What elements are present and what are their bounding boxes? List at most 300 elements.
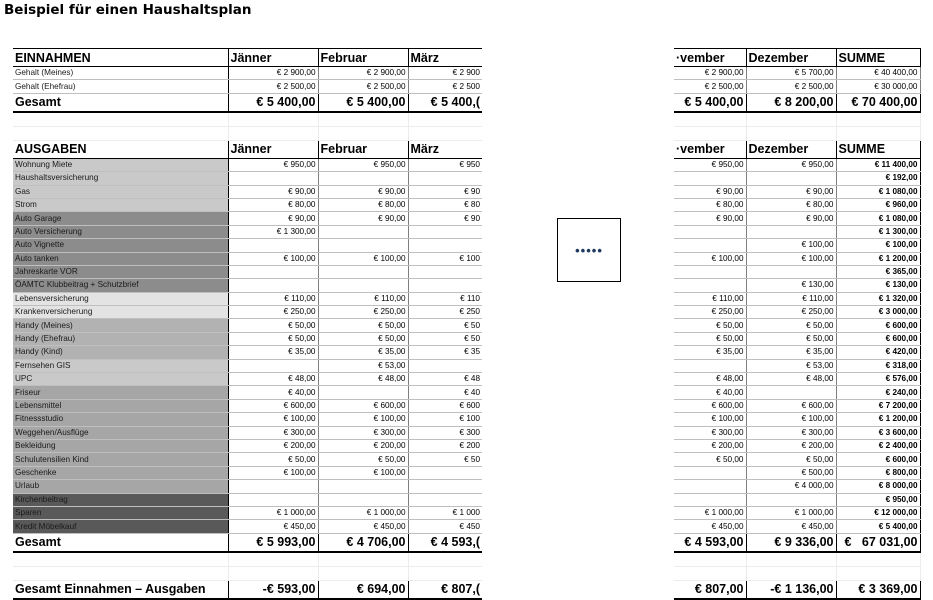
expense-cell[interactable]: € 100,00 bbox=[318, 252, 408, 265]
empty-cell[interactable] bbox=[318, 112, 408, 127]
income-cell[interactable]: € 30 000,00 bbox=[836, 80, 920, 93]
empty-cell[interactable] bbox=[836, 566, 920, 580]
expense-cell[interactable]: € 100,00 bbox=[674, 413, 746, 426]
expense-cell[interactable]: € 200,00 bbox=[228, 439, 318, 452]
empty-cell[interactable] bbox=[408, 552, 482, 567]
expense-cell[interactable]: € 53,00 bbox=[318, 359, 408, 372]
income-total-cell[interactable]: € 5 400,00 bbox=[318, 93, 408, 112]
expense-label[interactable]: ÖAMTC Klubbeitrag + Schutzbrief bbox=[13, 279, 228, 292]
expense-cell[interactable] bbox=[228, 493, 318, 506]
expense-cell[interactable]: € 80,00 bbox=[318, 198, 408, 211]
expense-cell[interactable] bbox=[228, 480, 318, 493]
expense-cell[interactable]: € 35,00 bbox=[746, 346, 836, 359]
expense-cell[interactable] bbox=[674, 225, 746, 238]
expense-cell[interactable] bbox=[674, 239, 746, 252]
expense-cell[interactable]: € 40,00 bbox=[228, 386, 318, 399]
expense-row bbox=[13, 520, 482, 533]
expense-cell[interactable]: € 300,00 bbox=[746, 426, 836, 439]
empty-cell[interactable] bbox=[228, 112, 318, 127]
expense-cell[interactable] bbox=[408, 225, 482, 238]
month-header-0[interactable]: ·vember bbox=[674, 140, 746, 158]
expense-cell[interactable]: € 53,00 bbox=[746, 359, 836, 372]
month-header-2[interactable]: SUMME bbox=[836, 140, 920, 158]
empty-cell[interactable] bbox=[228, 566, 318, 580]
expense-label[interactable]: Haushaltsversicherung bbox=[13, 172, 228, 185]
expense-label[interactable]: Auto Versicherung bbox=[13, 225, 228, 238]
expense-cell[interactable]: € 35,00 bbox=[318, 346, 408, 359]
month-header-1[interactable]: Dezember bbox=[746, 49, 836, 67]
expense-cell[interactable]: € 200,00 bbox=[746, 439, 836, 452]
expense-cell[interactable]: € 50,00 bbox=[746, 453, 836, 466]
expense-sum-cell[interactable]: € 600,00 bbox=[836, 319, 920, 332]
expense-cell[interactable]: € 50,00 bbox=[746, 319, 836, 332]
expense-label[interactable]: Fitnessstudio bbox=[13, 413, 228, 426]
income-row bbox=[674, 80, 920, 93]
expense-cell[interactable]: € 50,00 bbox=[318, 453, 408, 466]
expense-cell[interactable]: € 80 bbox=[408, 198, 482, 211]
income-label[interactable]: Gehalt (Meines) bbox=[13, 67, 228, 80]
expense-label[interactable]: Gas bbox=[13, 185, 228, 198]
income-label[interactable]: Gehalt (Ehefrau) bbox=[13, 80, 228, 93]
expense-sum-cell[interactable]: € 3 000,00 bbox=[836, 306, 920, 319]
expense-cell[interactable] bbox=[746, 172, 836, 185]
expense-cell[interactable]: € 100,00 bbox=[746, 239, 836, 252]
expense-cell[interactable] bbox=[408, 480, 482, 493]
expense-section-header[interactable]: AUSGABEN bbox=[13, 140, 228, 158]
expense-cell[interactable]: € 48 bbox=[408, 373, 482, 386]
income-total-cell[interactable]: € 5 400,00 bbox=[674, 93, 746, 112]
balance-row bbox=[13, 580, 482, 599]
expense-cell[interactable]: € 50,00 bbox=[746, 332, 836, 345]
income-cell[interactable]: € 2 500,00 bbox=[674, 80, 746, 93]
expense-cell[interactable]: € 90,00 bbox=[318, 185, 408, 198]
expense-cell[interactable]: € 40,00 bbox=[674, 386, 746, 399]
expense-cell[interactable]: € 600,00 bbox=[228, 399, 318, 412]
expense-cell[interactable]: € 50,00 bbox=[674, 332, 746, 345]
expense-cell[interactable] bbox=[674, 279, 746, 292]
empty-cell[interactable] bbox=[13, 566, 228, 580]
expense-cell[interactable]: € 600 bbox=[408, 399, 482, 412]
expense-label[interactable]: Schulutensilien Kind bbox=[13, 453, 228, 466]
expense-cell[interactable]: € 80,00 bbox=[746, 198, 836, 211]
expense-label[interactable]: Fernsehen GIS bbox=[13, 359, 228, 372]
expense-cell[interactable]: € 110,00 bbox=[674, 292, 746, 305]
expense-cell[interactable] bbox=[318, 279, 408, 292]
expense-cell[interactable] bbox=[228, 239, 318, 252]
expense-cell[interactable]: € 90 bbox=[408, 212, 482, 225]
empty-cell[interactable] bbox=[674, 112, 746, 127]
expense-label[interactable]: Auto Vignette bbox=[13, 239, 228, 252]
expense-cell[interactable] bbox=[408, 239, 482, 252]
expense-row bbox=[13, 185, 482, 198]
expense-row bbox=[13, 480, 482, 493]
expense-cell[interactable] bbox=[228, 279, 318, 292]
expense-label[interactable]: Friseur bbox=[13, 386, 228, 399]
expense-sum-cell[interactable]: € 100,00 bbox=[836, 239, 920, 252]
month-header-2[interactable]: März bbox=[408, 49, 482, 67]
expense-cell[interactable]: € 100 bbox=[408, 413, 482, 426]
expense-cell[interactable]: € 100,00 bbox=[318, 466, 408, 479]
expense-row bbox=[674, 520, 920, 533]
expense-cell[interactable]: € 50,00 bbox=[318, 332, 408, 345]
expense-sum-cell[interactable]: € 600,00 bbox=[836, 453, 920, 466]
expense-cell[interactable]: € 250,00 bbox=[746, 306, 836, 319]
expense-cell[interactable]: € 450 bbox=[408, 520, 482, 533]
expense-cell[interactable]: € 80,00 bbox=[228, 198, 318, 211]
expense-cell[interactable]: € 50,00 bbox=[228, 332, 318, 345]
expense-cell[interactable] bbox=[228, 265, 318, 278]
expense-cell[interactable] bbox=[408, 493, 482, 506]
balance-cell[interactable]: € 3 369,00 bbox=[836, 580, 920, 599]
expense-cell[interactable]: € 90,00 bbox=[318, 212, 408, 225]
expense-cell[interactable]: € 950,00 bbox=[228, 158, 318, 171]
expense-cell[interactable] bbox=[318, 493, 408, 506]
expense-cell[interactable] bbox=[674, 172, 746, 185]
expense-cell[interactable]: € 600,00 bbox=[318, 399, 408, 412]
budget-table-right bbox=[674, 48, 921, 600]
expense-total-cell[interactable]: € 4 593,( bbox=[408, 533, 482, 552]
expense-cell[interactable]: € 1 000,00 bbox=[228, 506, 318, 519]
expense-label[interactable]: Wohnung Miete bbox=[13, 158, 228, 171]
expense-cell[interactable]: € 80,00 bbox=[674, 198, 746, 211]
expense-cell[interactable]: € 250,00 bbox=[228, 306, 318, 319]
empty-cell[interactable] bbox=[746, 552, 836, 567]
empty-cell[interactable] bbox=[13, 112, 228, 127]
expense-label[interactable]: Handy (Ehefrau) bbox=[13, 332, 228, 345]
expense-cell[interactable]: € 50,00 bbox=[674, 453, 746, 466]
expense-label[interactable]: Weggehen/Ausflüge bbox=[13, 426, 228, 439]
income-total-row bbox=[13, 93, 482, 112]
expense-sum-cell[interactable]: € 576,00 bbox=[836, 373, 920, 386]
empty-cell[interactable] bbox=[674, 126, 746, 140]
expense-cell[interactable] bbox=[674, 493, 746, 506]
income-cell[interactable]: € 40 400,00 bbox=[836, 67, 920, 80]
expense-cell[interactable]: € 50,00 bbox=[674, 319, 746, 332]
expense-cell[interactable] bbox=[318, 172, 408, 185]
expense-cell[interactable]: € 450,00 bbox=[746, 520, 836, 533]
expense-sum-cell[interactable]: € 12 000,00 bbox=[836, 506, 920, 519]
expense-cell[interactable]: € 600,00 bbox=[674, 399, 746, 412]
expense-cell[interactable] bbox=[318, 265, 408, 278]
spacer-row bbox=[13, 552, 482, 567]
expense-sum-cell[interactable]: € 950,00 bbox=[836, 493, 920, 506]
expense-cell[interactable]: € 100,00 bbox=[674, 252, 746, 265]
expense-cell[interactable]: € 200,00 bbox=[674, 439, 746, 452]
empty-cell[interactable] bbox=[318, 552, 408, 567]
expense-cell[interactable]: € 100,00 bbox=[318, 413, 408, 426]
income-row bbox=[13, 80, 482, 93]
expense-cell[interactable]: € 950,00 bbox=[674, 158, 746, 171]
expense-cell[interactable]: € 40 bbox=[408, 386, 482, 399]
expense-cell[interactable] bbox=[674, 480, 746, 493]
expense-label[interactable]: Jahreskarte VOR bbox=[13, 265, 228, 278]
expense-cell[interactable]: € 300,00 bbox=[228, 426, 318, 439]
income-total-label[interactable]: Gesamt bbox=[13, 93, 228, 112]
expense-label[interactable]: Bekleidung bbox=[13, 439, 228, 452]
expense-header-row bbox=[13, 140, 482, 158]
expense-cell[interactable]: € 250,00 bbox=[674, 306, 746, 319]
expense-cell[interactable]: € 100 bbox=[408, 252, 482, 265]
expense-sum-cell[interactable]: € 2 400,00 bbox=[836, 439, 920, 452]
expense-cell[interactable]: € 1 300,00 bbox=[228, 225, 318, 238]
empty-cell[interactable] bbox=[674, 552, 746, 567]
expense-sum-cell[interactable]: € 130,00 bbox=[836, 279, 920, 292]
month-header-1[interactable]: Februar bbox=[318, 140, 408, 158]
expense-sum-cell[interactable]: € 1 200,00 bbox=[836, 252, 920, 265]
expense-label[interactable]: Handy (Meines) bbox=[13, 319, 228, 332]
expense-sum-cell[interactable]: € 1 200,00 bbox=[836, 413, 920, 426]
expense-cell[interactable] bbox=[674, 265, 746, 278]
expense-cell[interactable]: € 100,00 bbox=[746, 252, 836, 265]
month-header-1[interactable]: Dezember bbox=[746, 140, 836, 158]
income-section-header[interactable]: EINNAHMEN bbox=[13, 49, 228, 67]
expense-label[interactable]: Auto Garage bbox=[13, 212, 228, 225]
expense-label[interactable]: UPC bbox=[13, 373, 228, 386]
expense-cell[interactable]: € 200,00 bbox=[318, 439, 408, 452]
expense-total-cell[interactable]: € 9 336,00 bbox=[746, 533, 836, 552]
expense-cell[interactable]: € 50,00 bbox=[318, 319, 408, 332]
expense-sum-cell[interactable]: € 240,00 bbox=[836, 386, 920, 399]
expense-cell[interactable]: € 90 bbox=[408, 185, 482, 198]
expense-cell[interactable]: € 50 bbox=[408, 453, 482, 466]
expense-sum-cell[interactable]: € 960,00 bbox=[836, 198, 920, 211]
expense-sum-cell[interactable]: € 1 300,00 bbox=[836, 225, 920, 238]
expense-cell[interactable]: € 200 bbox=[408, 439, 482, 452]
expense-sum-cell[interactable]: € 1 080,00 bbox=[836, 185, 920, 198]
expense-label[interactable]: Krankenversicherung bbox=[13, 306, 228, 319]
balance-cell[interactable]: € 694,00 bbox=[318, 580, 408, 599]
income-cell[interactable]: € 2 500,00 bbox=[318, 80, 408, 93]
empty-cell[interactable] bbox=[746, 112, 836, 127]
spacer-row bbox=[674, 112, 920, 127]
expense-row bbox=[674, 185, 920, 198]
expense-cell[interactable]: € 50 bbox=[408, 319, 482, 332]
expense-cell[interactable] bbox=[746, 493, 836, 506]
expense-cell[interactable]: € 110,00 bbox=[228, 292, 318, 305]
expense-cell[interactable]: € 450,00 bbox=[674, 520, 746, 533]
expense-total-cell[interactable]: € 4 706,00 bbox=[318, 533, 408, 552]
expense-label[interactable]: Lebensversicherung bbox=[13, 292, 228, 305]
expense-total-cell[interactable]: € 5 993,00 bbox=[228, 533, 318, 552]
empty-cell[interactable] bbox=[408, 566, 482, 580]
expense-cell[interactable]: € 50,00 bbox=[228, 319, 318, 332]
expense-cell[interactable]: € 48,00 bbox=[746, 373, 836, 386]
empty-cell[interactable] bbox=[408, 112, 482, 127]
income-cell[interactable]: € 2 900,00 bbox=[318, 67, 408, 80]
expense-label[interactable]: Geschenke bbox=[13, 466, 228, 479]
expense-cell[interactable]: € 500,00 bbox=[746, 466, 836, 479]
expense-cell[interactable]: € 90,00 bbox=[674, 185, 746, 198]
expense-cell[interactable]: € 110 bbox=[408, 292, 482, 305]
expense-sum-cell[interactable]: € 7 200,00 bbox=[836, 399, 920, 412]
income-cell[interactable]: € 2 500,00 bbox=[228, 80, 318, 93]
month-header-1[interactable]: Februar bbox=[318, 49, 408, 67]
expense-label[interactable]: Sparen bbox=[13, 506, 228, 519]
expense-row bbox=[674, 225, 920, 238]
expense-cell[interactable]: € 450,00 bbox=[228, 520, 318, 533]
expense-sum-cell[interactable]: € 365,00 bbox=[836, 265, 920, 278]
expense-cell[interactable] bbox=[408, 279, 482, 292]
expense-label[interactable]: Urlaub bbox=[13, 480, 228, 493]
income-cell[interactable]: € 2 500,00 bbox=[746, 80, 836, 93]
empty-cell[interactable] bbox=[13, 126, 228, 140]
balance-cell[interactable]: € 807,00 bbox=[674, 580, 746, 599]
expense-row bbox=[674, 332, 920, 345]
expense-cell[interactable] bbox=[228, 172, 318, 185]
expense-sum-cell[interactable]: € 11 400,00 bbox=[836, 158, 920, 171]
month-header-2[interactable]: SUMME bbox=[836, 49, 920, 67]
empty-cell[interactable] bbox=[318, 566, 408, 580]
expense-cell[interactable] bbox=[318, 225, 408, 238]
expense-cell[interactable]: € 300,00 bbox=[674, 426, 746, 439]
expense-row bbox=[674, 493, 920, 506]
balance-label[interactable]: Gesamt Einnahmen – Ausgaben bbox=[13, 580, 228, 599]
month-header-0[interactable]: Jänner bbox=[228, 140, 318, 158]
expense-row bbox=[13, 198, 482, 211]
expense-cell[interactable] bbox=[318, 239, 408, 252]
expense-cell[interactable] bbox=[318, 386, 408, 399]
expense-cell[interactable]: € 1 000,00 bbox=[674, 506, 746, 519]
expense-cell[interactable]: € 1 000 bbox=[408, 506, 482, 519]
expense-row bbox=[674, 413, 920, 426]
expense-cell[interactable]: € 100,00 bbox=[228, 413, 318, 426]
empty-cell[interactable] bbox=[408, 126, 482, 140]
expense-cell[interactable]: € 90,00 bbox=[674, 212, 746, 225]
empty-cell[interactable] bbox=[836, 112, 920, 127]
expense-sum-cell[interactable]: € 420,00 bbox=[836, 346, 920, 359]
expense-cell[interactable]: € 90,00 bbox=[746, 212, 836, 225]
month-header-0[interactable]: Jänner bbox=[228, 49, 318, 67]
income-cell[interactable]: € 5 700,00 bbox=[746, 67, 836, 80]
expense-cell[interactable]: € 90,00 bbox=[228, 212, 318, 225]
expense-cell[interactable] bbox=[408, 265, 482, 278]
empty-cell[interactable] bbox=[836, 552, 920, 567]
expense-cell[interactable] bbox=[746, 225, 836, 238]
expense-sum-cell[interactable]: € 800,00 bbox=[836, 466, 920, 479]
expense-cell[interactable]: € 4 000,00 bbox=[746, 480, 836, 493]
income-row bbox=[13, 67, 482, 80]
expense-cell[interactable]: € 950 bbox=[408, 158, 482, 171]
expense-sum-cell[interactable]: € 5 400,00 bbox=[836, 520, 920, 533]
expense-cell[interactable]: € 250 bbox=[408, 306, 482, 319]
expense-cell[interactable]: € 35 bbox=[408, 346, 482, 359]
expense-cell[interactable]: € 130,00 bbox=[746, 279, 836, 292]
expense-cell[interactable]: € 50,00 bbox=[228, 453, 318, 466]
expense-sum-cell[interactable]: € 192,00 bbox=[836, 172, 920, 185]
empty-cell[interactable] bbox=[228, 552, 318, 567]
month-header-0[interactable]: ·vember bbox=[674, 49, 746, 67]
expense-total-cell[interactable]: € 4 593,00 bbox=[674, 533, 746, 552]
empty-cell[interactable] bbox=[746, 566, 836, 580]
expense-cell[interactable] bbox=[228, 359, 318, 372]
expense-cell[interactable]: € 110,00 bbox=[746, 292, 836, 305]
expense-sum-cell[interactable]: € 8 000,00 bbox=[836, 480, 920, 493]
expense-cell[interactable]: € 48,00 bbox=[674, 373, 746, 386]
expense-cell[interactable]: € 100,00 bbox=[228, 252, 318, 265]
balance-row bbox=[674, 580, 920, 599]
income-cell[interactable]: € 2 500 bbox=[408, 80, 482, 93]
empty-cell[interactable] bbox=[318, 126, 408, 140]
expense-cell[interactable]: € 950,00 bbox=[318, 158, 408, 171]
expense-cell[interactable] bbox=[408, 466, 482, 479]
income-cell[interactable]: € 2 900 bbox=[408, 67, 482, 80]
spacer-row bbox=[674, 566, 920, 580]
expense-sum-cell[interactable]: € 1 320,00 bbox=[836, 292, 920, 305]
expense-cell[interactable]: € 100,00 bbox=[746, 413, 836, 426]
income-total-cell[interactable]: € 5 400,( bbox=[408, 93, 482, 112]
expense-cell[interactable]: € 1 000,00 bbox=[318, 506, 408, 519]
empty-cell[interactable] bbox=[836, 126, 920, 140]
expense-cell[interactable] bbox=[408, 172, 482, 185]
expense-row bbox=[674, 506, 920, 519]
expense-row bbox=[674, 439, 920, 452]
expense-cell[interactable]: € 50 bbox=[408, 332, 482, 345]
expense-row bbox=[13, 212, 482, 225]
balance-cell[interactable]: -€ 593,00 bbox=[228, 580, 318, 599]
expense-label[interactable]: Kirchenbeitrag bbox=[13, 493, 228, 506]
expense-cell[interactable]: € 600,00 bbox=[746, 399, 836, 412]
expense-label[interactable]: Lebensmittel bbox=[13, 399, 228, 412]
expense-cell[interactable]: € 35,00 bbox=[228, 346, 318, 359]
income-total-cell[interactable]: € 70 400,00 bbox=[836, 93, 920, 112]
expense-cell[interactable] bbox=[674, 359, 746, 372]
expense-row bbox=[674, 212, 920, 225]
expense-cell[interactable] bbox=[674, 466, 746, 479]
income-cell[interactable]: € 2 900,00 bbox=[674, 67, 746, 80]
empty-cell[interactable] bbox=[228, 126, 318, 140]
expense-cell[interactable] bbox=[408, 359, 482, 372]
expense-sum-cell[interactable]: € 600,00 bbox=[836, 332, 920, 345]
expense-row bbox=[13, 158, 482, 171]
expense-cell[interactable]: € 110,00 bbox=[318, 292, 408, 305]
expense-cell[interactable]: € 48,00 bbox=[228, 373, 318, 386]
expense-cell[interactable]: € 35,00 bbox=[674, 346, 746, 359]
expense-sum-cell[interactable]: € 318,00 bbox=[836, 359, 920, 372]
income-total-cell[interactable]: € 8 200,00 bbox=[746, 93, 836, 112]
expense-cell[interactable]: € 300,00 bbox=[318, 426, 408, 439]
expense-cell[interactable]: € 90,00 bbox=[228, 185, 318, 198]
empty-cell[interactable] bbox=[13, 552, 228, 567]
balance-cell[interactable]: € 807,( bbox=[408, 580, 482, 599]
expense-cell[interactable]: € 250,00 bbox=[318, 306, 408, 319]
expense-cell[interactable]: € 90,00 bbox=[746, 185, 836, 198]
income-cell[interactable]: € 2 900,00 bbox=[228, 67, 318, 80]
expense-cell[interactable]: € 100,00 bbox=[228, 466, 318, 479]
income-total-cell[interactable]: € 5 400,00 bbox=[228, 93, 318, 112]
expense-sum-cell[interactable]: € 1 080,00 bbox=[836, 212, 920, 225]
expense-label[interactable]: Auto tanken bbox=[13, 252, 228, 265]
balance-cell[interactable]: -€ 1 136,00 bbox=[746, 580, 836, 599]
expense-cell[interactable] bbox=[746, 386, 836, 399]
expense-cell[interactable]: € 300 bbox=[408, 426, 482, 439]
expense-total-label[interactable]: Gesamt bbox=[13, 533, 228, 552]
expense-cell[interactable]: € 1 000,00 bbox=[746, 506, 836, 519]
expense-cell[interactable]: € 48,00 bbox=[318, 373, 408, 386]
empty-cell[interactable] bbox=[674, 566, 746, 580]
expense-cell[interactable]: € 450,00 bbox=[318, 520, 408, 533]
expense-total-cell[interactable]: € 67 031,00 bbox=[836, 533, 920, 552]
expense-label[interactable]: Handy (Kind) bbox=[13, 346, 228, 359]
expense-cell[interactable]: € 950,00 bbox=[746, 158, 836, 171]
expense-label[interactable]: Kredit Möbelkauf bbox=[13, 520, 228, 533]
expense-label[interactable]: Strom bbox=[13, 198, 228, 211]
expense-cell[interactable] bbox=[318, 480, 408, 493]
expense-total-row bbox=[674, 533, 920, 552]
expense-sum-cell[interactable]: € 3 600,00 bbox=[836, 426, 920, 439]
empty-cell[interactable] bbox=[746, 126, 836, 140]
expense-cell[interactable] bbox=[746, 265, 836, 278]
month-header-2[interactable]: März bbox=[408, 140, 482, 158]
